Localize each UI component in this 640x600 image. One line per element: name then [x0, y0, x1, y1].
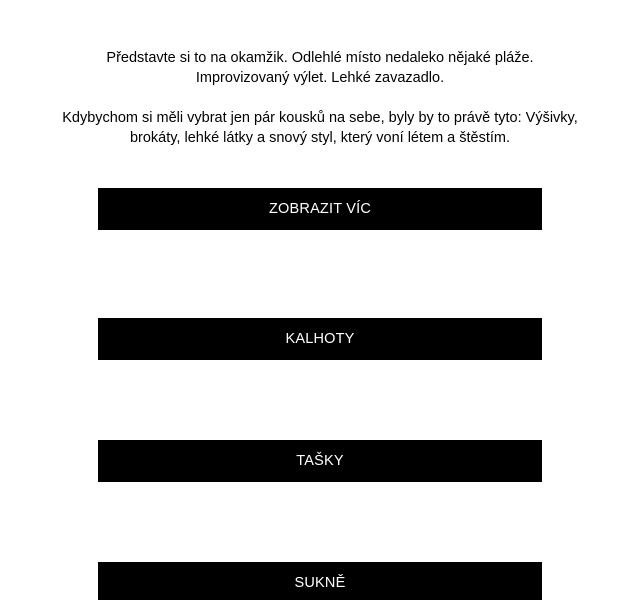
pants-button[interactable]: KALHOTY: [98, 318, 542, 360]
skirts-button[interactable]: SUKNĚ: [98, 562, 542, 600]
intro-paragraph-1: Představte si to na okamžik. Odlehlé místo nedaleko nějaké pláže. Improvizovaný výlet. Lehké zavazadlo.: [106, 50, 534, 86]
show-more-button[interactable]: ZOBRAZIT VÍC: [98, 188, 542, 230]
intro-paragraph-2: Kdybychom si měli vybrat jen pár kousků na sebe, byly by to právě tyto: Výšivky, brokáty, lehké látky a snový styl, který voní létem a štěstím.: [62, 110, 578, 146]
bags-button[interactable]: TAŠKY: [98, 440, 542, 482]
